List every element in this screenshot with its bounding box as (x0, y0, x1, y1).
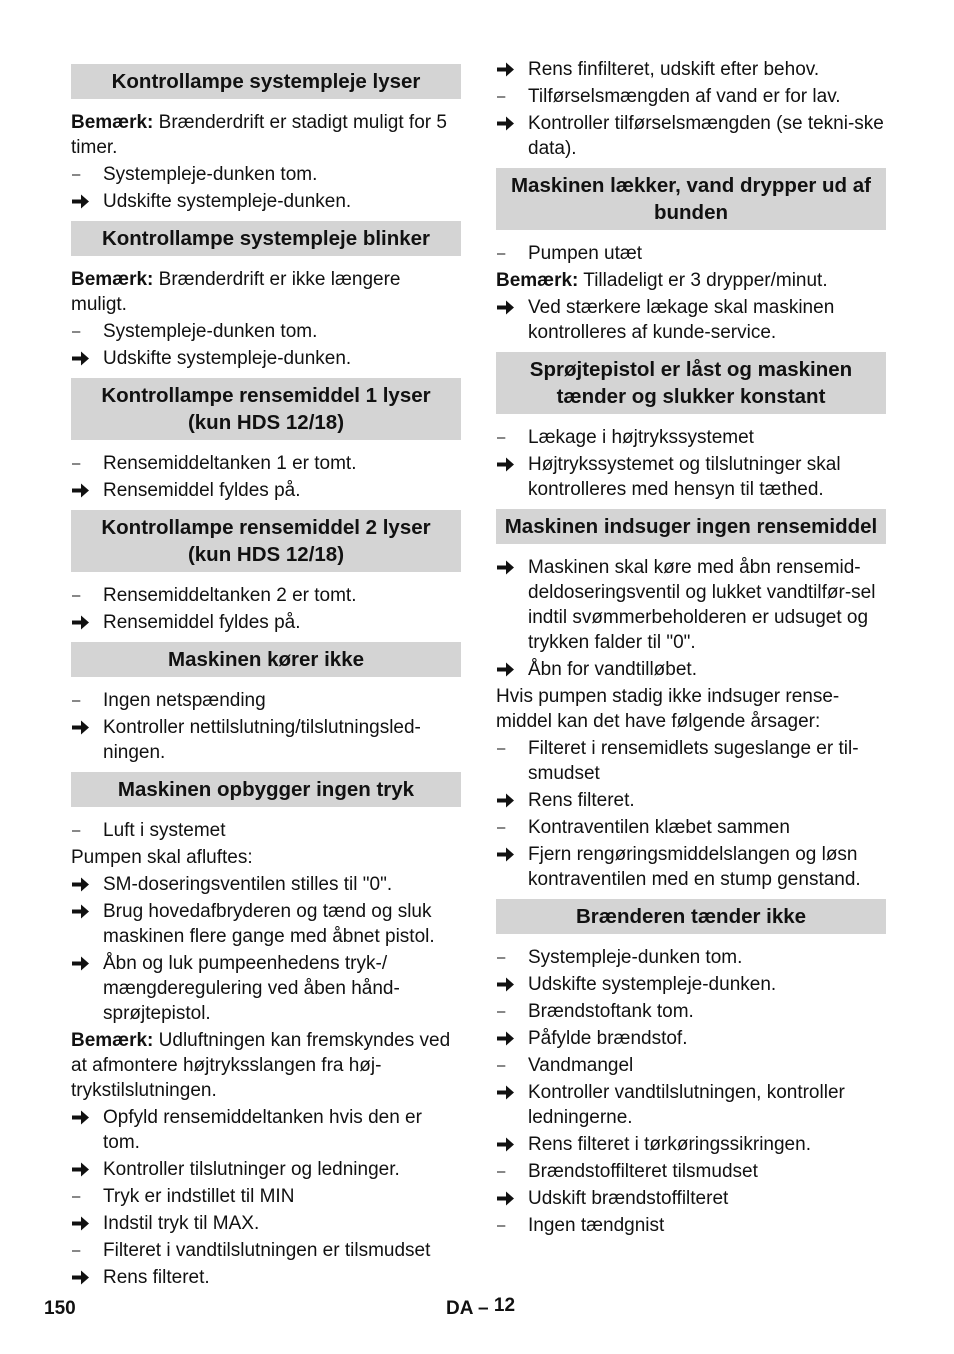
note-paragraph (71, 1028, 461, 1103)
item-text: Rens filteret. (528, 790, 635, 811)
cause-item (496, 241, 886, 266)
arrow-right-icon (496, 57, 526, 78)
item-text: Rens filteret. (103, 1267, 210, 1288)
item-text: Pumpen utæt (528, 243, 643, 264)
cause-item (496, 736, 886, 786)
item-text: Kontroller tilslutninger og ledninger. (103, 1159, 400, 1180)
item-text: Filteret i rensemidlets sugeslange er til-smudset (528, 738, 859, 784)
cause-item (71, 818, 461, 843)
action-item (71, 872, 461, 897)
action-item (71, 899, 461, 949)
item-text: Udskifte systempleje-dunken. (528, 974, 777, 995)
cause-item (71, 319, 461, 344)
note-label: Bemærk: (496, 270, 579, 291)
left-column (71, 57, 461, 1292)
cause-item (71, 451, 461, 476)
arrow-right-icon (71, 899, 101, 920)
note-paragraph (496, 268, 886, 293)
item-text: Fjern rengøringsmiddelslangen og løsn kontraventilen med en stump genstand. (528, 844, 861, 890)
section-heading: Maskinen indsuger ingen rensemiddel (496, 509, 886, 544)
right-column (496, 57, 886, 1240)
page-section-label (446, 1296, 515, 1321)
section-heading: Maskinen kører ikke (71, 642, 461, 677)
item-text: Tilførselsmængden af vand er for lav. (528, 86, 841, 107)
action-item (496, 1186, 886, 1211)
action-item (71, 610, 461, 635)
item-text: Ingen tændgnist (528, 1215, 665, 1236)
note-label: Bemærk: (71, 112, 154, 133)
item-text: Kontroller nettilslutning/tilslutningsled-ningen. (103, 717, 421, 763)
action-item (496, 1132, 886, 1157)
action-item (71, 715, 461, 765)
item-text: Systempleje-dunken tom. (103, 164, 318, 185)
note-paragraph (71, 267, 461, 317)
arrow-right-icon (71, 1265, 101, 1286)
cause-item (71, 688, 461, 713)
note-label: Bemærk: (71, 1030, 154, 1051)
note-text: Brænderdrift er ikke længere muligt. (71, 269, 401, 315)
item-text: Udskifte systempleje-dunken. (103, 191, 352, 212)
section-code: DA (446, 1298, 473, 1319)
arrow-right-icon (496, 111, 526, 132)
dash-bullet-icon: – (72, 587, 81, 604)
item-text: Påfylde brændstof. (528, 1028, 688, 1049)
arrow-right-icon (496, 972, 526, 993)
dash-bullet-icon: – (497, 1217, 506, 1234)
item-text: Kontroller tilførselsmængden (se tekni-ske data). (528, 113, 884, 159)
cause-item (496, 425, 886, 450)
arrow-right-icon (496, 842, 526, 863)
cause-item (71, 162, 461, 187)
action-item (71, 1157, 461, 1182)
action-item (496, 295, 886, 345)
note-label: Bemærk: (71, 269, 154, 290)
dash-bullet-icon: – (72, 1242, 81, 1259)
action-item (71, 1105, 461, 1155)
section-heading: Maskinen opbygger ingen tryk (71, 772, 461, 807)
action-item (496, 57, 886, 82)
item-text: Ved stærkere lækage skal maskinen kontrolleres af kunde-service. (528, 297, 835, 343)
arrow-right-icon (496, 1026, 526, 1047)
dash-bullet-icon: – (497, 1003, 506, 1020)
item-text: Maskinen skal køre med åbn rensemid-deldoseringsventil og lukket vandtilfør-sel indtil svømmerbeholderen er udsuget og trykken falder til "0". (528, 557, 876, 653)
arrow-right-icon (71, 1211, 101, 1232)
item-text: Højtrykssystemet og tilslutninger skal kontrolleres med hensyn til tæthed. (528, 454, 841, 500)
arrow-right-icon (71, 478, 101, 499)
arrow-right-icon (496, 555, 526, 576)
dash-bullet-icon: – (497, 819, 506, 836)
arrow-right-icon (496, 1132, 526, 1153)
dash-bullet-icon: – (497, 429, 506, 446)
item-text: Rensemiddeltanken 1 er tomt. (103, 453, 357, 474)
item-text: Kontraventilen klæbet sammen (528, 817, 790, 838)
arrow-right-icon (71, 715, 101, 736)
item-text: Opfyld rensemiddeltanken hvis den er tom. (103, 1107, 422, 1153)
arrow-right-icon (71, 872, 101, 893)
action-item (71, 1265, 461, 1290)
cause-item (496, 945, 886, 970)
arrow-right-icon (496, 1080, 526, 1101)
item-text: Systempleje-dunken tom. (103, 321, 318, 342)
item-text: Vandmangel (528, 1055, 634, 1076)
dash-bullet-icon: – (72, 692, 81, 709)
item-text: Lækage i højtrykssystemet (528, 427, 754, 448)
item-text: Indstil tryk til MAX. (103, 1213, 260, 1234)
dash-bullet-icon: – (72, 455, 81, 472)
item-text: Rensemiddel fyldes på. (103, 480, 301, 501)
section-heading: Maskinen lækker, vand drypper ud af bunden (496, 168, 886, 230)
cause-item (71, 1238, 461, 1263)
paragraph: Pumpen skal afluftes: (71, 847, 253, 868)
item-text: Åbn for vandtilløbet. (528, 659, 697, 680)
item-text: Udskifte systempleje-dunken. (103, 348, 352, 369)
item-text: Brug hovedafbryderen og tænd og sluk maskinen flere gange med åbnet pistol. (103, 901, 435, 947)
item-text: Kontroller vandtilslutningen, kontroller ledningerne. (528, 1082, 845, 1128)
section-separator: – (478, 1298, 489, 1319)
arrow-right-icon (71, 189, 101, 210)
note-text: Brænderdrift er stadigt muligt for 5 timer. (71, 112, 447, 158)
item-text: Brændstoffilteret tilsmudset (528, 1161, 758, 1182)
item-text: Luft i systemet (103, 820, 226, 841)
cause-item (71, 1184, 461, 1209)
dash-bullet-icon: – (497, 245, 506, 262)
note-text: Udluftningen kan fremskyndes ved at afmontere højtryksslangen fra høj-trykstilslutningen. (71, 1030, 451, 1101)
item-text: Brændstoftank tom. (528, 1001, 694, 1022)
action-item (71, 951, 461, 1026)
arrow-right-icon (71, 1157, 101, 1178)
section-heading: Kontrollampe systempleje blinker (71, 221, 461, 256)
arrow-right-icon (496, 295, 526, 316)
note-paragraph (71, 110, 461, 160)
dash-bullet-icon: – (72, 822, 81, 839)
cause-item (71, 583, 461, 608)
cause-item (496, 1159, 886, 1184)
action-item (71, 189, 461, 214)
page-number: 150 (44, 1298, 76, 1319)
paragraph: Hvis pumpen stadig ikke indsuger rense-middel kan det have følgende årsager: (496, 686, 840, 732)
arrow-right-icon (71, 951, 101, 972)
cause-item (496, 815, 886, 840)
dash-bullet-icon: – (72, 1188, 81, 1205)
action-item (71, 1211, 461, 1236)
item-text: Udskift brændstoffilteret (528, 1188, 729, 1209)
cause-item (496, 1213, 886, 1238)
cause-item (496, 84, 886, 109)
item-text: Tryk er indstillet til MIN (103, 1186, 295, 1207)
section-heading: Brænderen tænder ikke (496, 899, 886, 934)
item-text: Åbn og luk pumpeenhedens tryk-/ mængderegulering ved åben hånd-sprøjtepistol. (103, 953, 400, 1024)
action-item (496, 555, 886, 655)
item-text: Filteret i vandtilslutningen er tilsmudset (103, 1240, 431, 1261)
action-item (496, 1080, 886, 1130)
section-heading: Kontrollampe rensemiddel 1 lyser (kun HDS 12/18) (71, 378, 461, 440)
item-text: Rens finfilteret, udskift efter behov. (528, 59, 820, 80)
item-text: Rensemiddeltanken 2 er tomt. (103, 585, 357, 606)
section-heading: Kontrollampe systempleje lyser (71, 64, 461, 99)
action-item (496, 842, 886, 892)
action-item (496, 657, 886, 682)
item-text: SM-doseringsventilen stilles til "0". (103, 874, 393, 895)
item-text: Rens filteret i tørkøringssikringen. (528, 1134, 811, 1155)
arrow-right-icon (71, 610, 101, 631)
arrow-right-icon (496, 1186, 526, 1207)
arrow-right-icon (71, 346, 101, 367)
item-text: Systempleje-dunken tom. (528, 947, 743, 968)
section-heading: Sprøjtepistol er låst og maskinen tænder og slukker konstant (496, 352, 886, 414)
cause-item (496, 999, 886, 1024)
arrow-right-icon (496, 657, 526, 678)
item-text: Rensemiddel fyldes på. (103, 612, 301, 633)
dash-bullet-icon: – (497, 1163, 506, 1180)
arrow-right-icon (71, 1105, 101, 1126)
action-item (496, 111, 886, 161)
action-item (496, 972, 886, 997)
action-item (71, 478, 461, 503)
note-text: Tilladeligt er 3 drypper/minut. (578, 270, 828, 291)
action-item (496, 1026, 886, 1051)
dash-bullet-icon: – (497, 740, 506, 757)
action-item (496, 788, 886, 813)
item-text: Ingen netspænding (103, 690, 266, 711)
section-heading: Kontrollampe rensemiddel 2 lyser (kun HDS 12/18) (71, 510, 461, 572)
action-item (496, 452, 886, 502)
arrow-right-icon (496, 452, 526, 473)
dash-bullet-icon: – (497, 88, 506, 105)
action-item (71, 346, 461, 371)
cause-item (496, 1053, 886, 1078)
dash-bullet-icon: – (497, 949, 506, 966)
dash-bullet-icon: – (72, 323, 81, 340)
dash-bullet-icon: – (72, 166, 81, 183)
arrow-right-icon (496, 788, 526, 809)
dash-bullet-icon: – (497, 1057, 506, 1074)
section-page: 12 (493, 1295, 516, 1316)
